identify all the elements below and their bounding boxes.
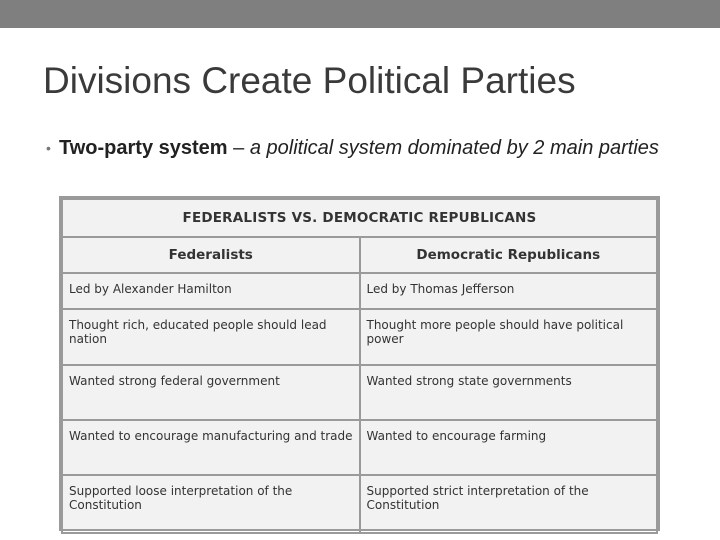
top-bar: [0, 0, 720, 28]
table-row: [62, 365, 657, 420]
table-cell: Thought more people should have political power: [360, 309, 658, 365]
comparison-table: [59, 196, 660, 531]
table-cell: Wanted strong federal government: [62, 365, 360, 420]
table-cell: Thought rich, educated people should lead nation: [62, 309, 360, 365]
bullet-text: [59, 134, 686, 162]
table-row: [62, 420, 657, 475]
table-cell: Wanted strong state governments: [360, 365, 658, 420]
bullet-dash: –: [227, 137, 250, 159]
table-row: [62, 475, 657, 533]
table-row: [62, 273, 657, 309]
column-header-democratic-republicans: Democratic Republicans: [360, 237, 658, 273]
table-cell: Led by Alexander Hamilton: [62, 273, 360, 309]
table-cell: Supported loose interpretation of the Constitution: [62, 475, 360, 533]
bullet-point: [46, 134, 686, 162]
table-cell: Wanted to encourage manufacturing and trade: [62, 420, 360, 475]
table-cell: Led by Thomas Jefferson: [360, 273, 658, 309]
table-cell: Supported strict interpretation of the Constitution: [360, 475, 658, 533]
table-caption: FEDERALISTS VS. DEMOCRATIC REPUBLICANS: [62, 199, 657, 237]
bullet-definition: a political system dominated by 2 main parties: [249, 137, 659, 159]
table-row: [62, 309, 657, 365]
bullet-icon: •: [46, 140, 51, 156]
table-cell: Wanted to encourage farming: [360, 420, 658, 475]
slide-title: Divisions Create Political Parties: [43, 60, 576, 101]
bullet-term: Two-party system: [59, 137, 228, 159]
column-header-federalists: Federalists: [62, 237, 360, 273]
